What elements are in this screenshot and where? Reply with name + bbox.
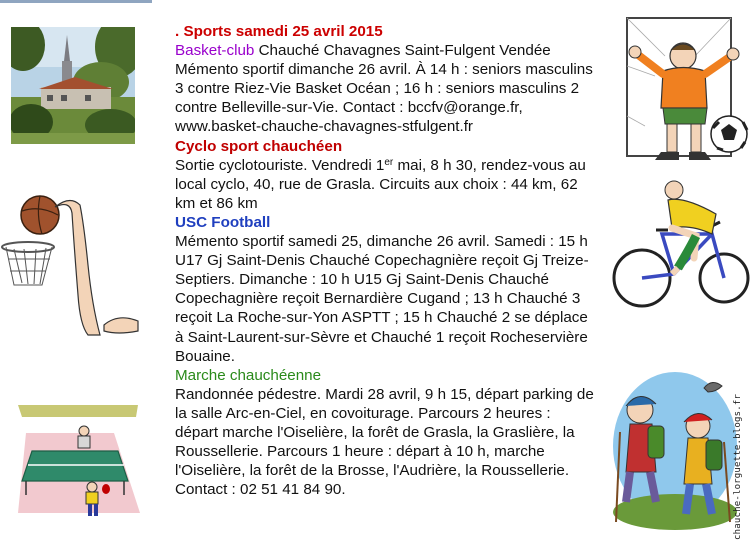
table-tennis-illustration xyxy=(18,403,140,523)
section-heading-cyclo: Cyclo sport chauchéen xyxy=(175,137,343,155)
cyclo-ordinal-sup: er xyxy=(384,156,394,168)
section-heading-marche: Marche chauchéenne xyxy=(175,366,322,384)
basketball-dunk-illustration xyxy=(0,185,150,340)
cyclo-body-part1: Sortie cyclotouriste. Vendredi 1 xyxy=(175,156,385,174)
left-illustrations xyxy=(0,0,150,545)
section-body-marche: Randonnée pédestre. Mardi 28 avril, 9 h 15, départ parking de la salle Arc-en-Ciel, en covoiturage. Parcours 2 heures : départ marche l'Oiselière, la forêt de Grasla, la Graslière, la Roussellerie. Parcours 1 heure : départ à 10 h, marche l'Oiselière, la forêt de la Brosse, l'Audrière, la Roussellerie. Contact : 02 51 41 84 90. xyxy=(175,385,594,499)
cyclo-body-part2: mai, 8 h 30, rendez-vous au local cyclo, 40, rue de Grasla. Circuits aux choix : 44 km, 62 km et 86 km xyxy=(175,156,586,212)
section-heading-football: USC Football xyxy=(175,213,271,231)
article-title: . Sports samedi 25 avril 2015 xyxy=(175,23,383,40)
section-basket xyxy=(175,41,595,136)
cyclist-illustration xyxy=(612,178,750,318)
section-marche xyxy=(175,366,595,500)
article xyxy=(175,22,595,499)
section-heading-basket: Basket-club xyxy=(175,42,255,60)
section-body-basket: Mémento sportif dimanche 26 avril. À 14 h : seniors masculins 3 contre Riez-Vie Basket Océan ; 16 h : seniors masculins 2 contre Belleville-sur-Vie. Contact : bccfv@orange.fr, www.basket-chauche-chavagnes-stfulgent.fr xyxy=(175,61,593,136)
section-body-football: Mémento sportif samedi 25, dimanche 26 avril. Samedi : 15 h U17 Gj Saint-Denis Chauché Copechagnière reçoit Gj Treize-Septiers. Dimanche : 10 h U15 Gj Saint-Denis Chauché Copechagnière reçoit Bernardière Cugand ; 13 h Chauché 3 reçoit La Roche-sur-Yon ASPTT ; 15 h Chauché 2 se déplace à Saint-Laurent-sur-Sèvre et Chauché 1 reçoit Rocheservière Bouaine. xyxy=(175,233,589,365)
football-goalkeeper-illustration xyxy=(625,16,750,166)
right-illustrations xyxy=(600,0,750,545)
blog-watermark: chauche-lorguette.blogs.fr xyxy=(733,393,743,540)
village-photo xyxy=(11,27,135,144)
section-body-cyclo xyxy=(175,156,595,213)
section-football xyxy=(175,213,595,366)
section-cyclo xyxy=(175,137,595,213)
section-lead-basket: Chauché Chavagnes Saint-Fulgent Vendée xyxy=(254,42,551,60)
hikers-illustration xyxy=(612,372,738,532)
